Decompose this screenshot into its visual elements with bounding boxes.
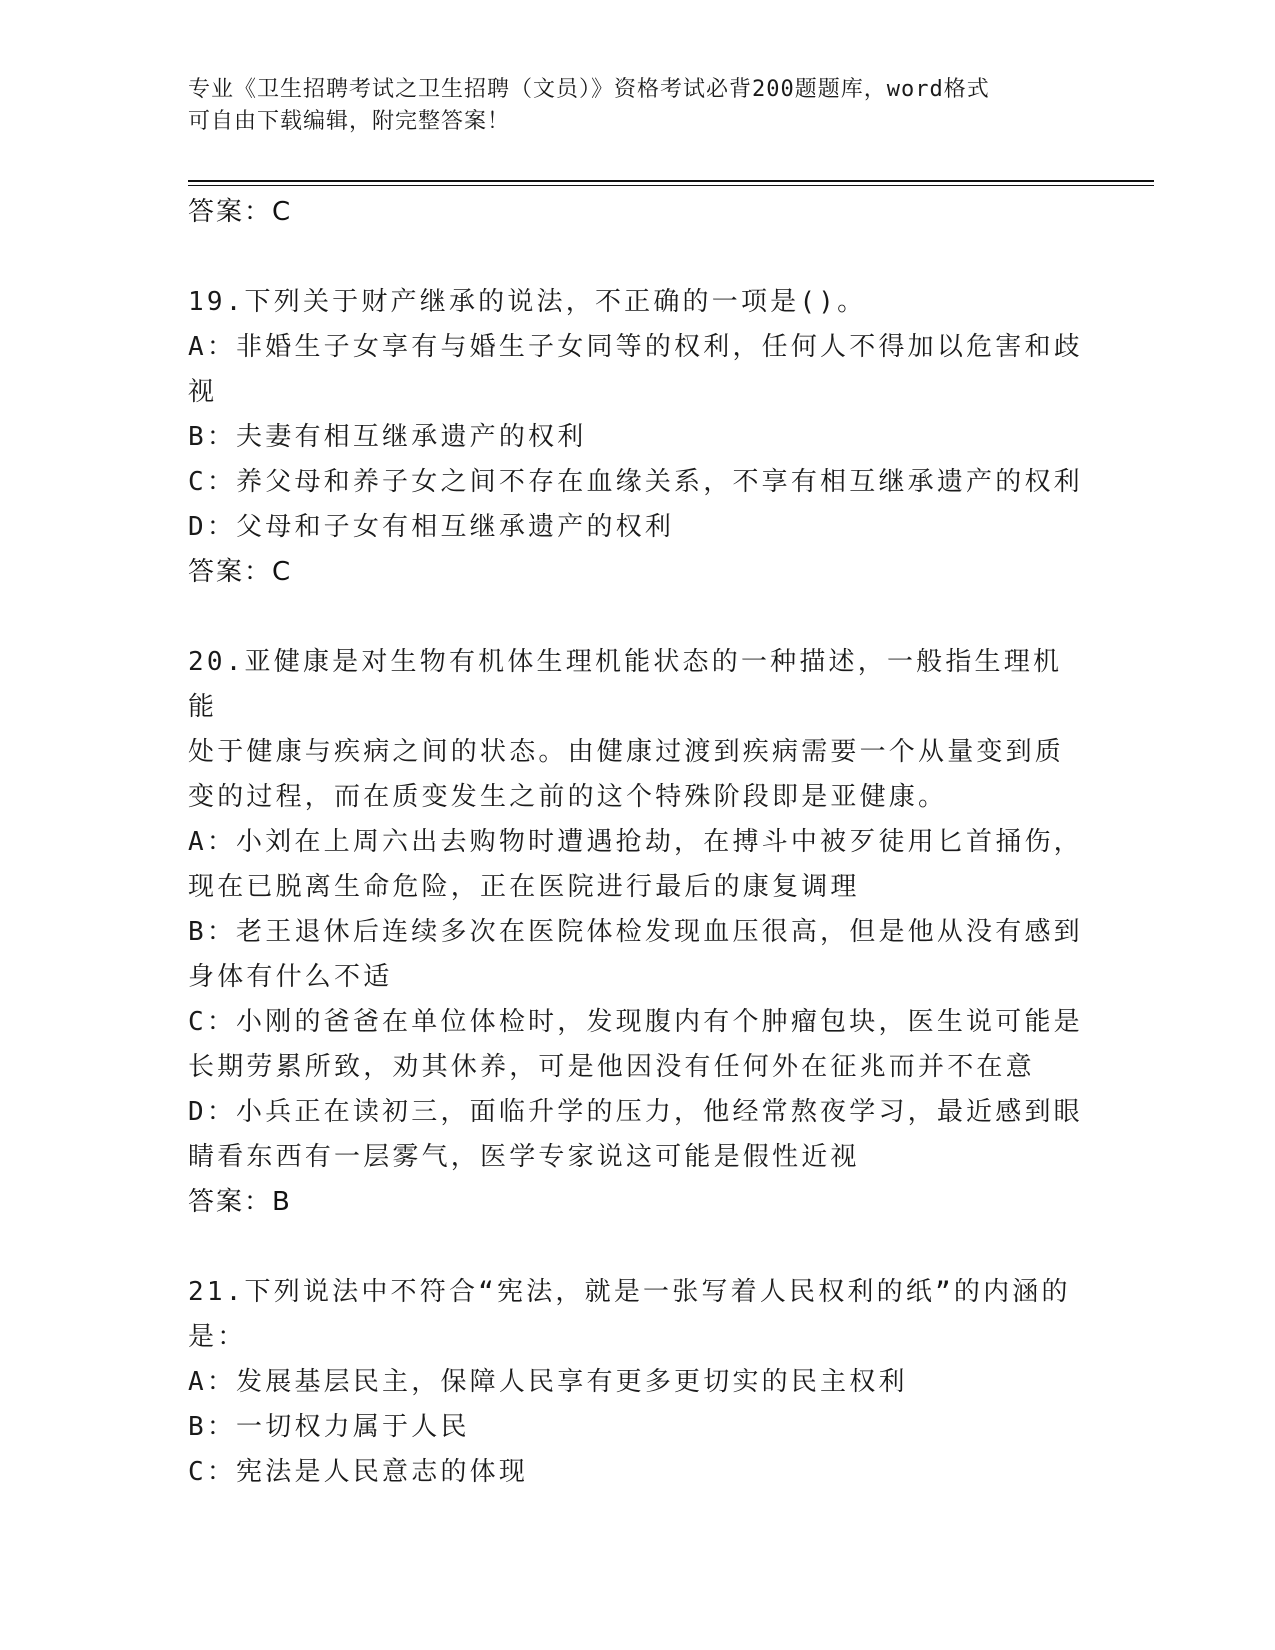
option-c: C：小刚的爸爸在单位体检时，发现腹内有个肿瘤包块，医生说可能是	[188, 1007, 1083, 1037]
question-stem: 19.下列关于财产继承的说法，不正确的一项是()。	[188, 287, 867, 317]
option-a: A：小刘在上周六出去购物时遭遇抢劫，在搏斗中被歹徒用匕首捅伤，	[188, 827, 1083, 857]
spacer	[188, 595, 1088, 640]
header-title-line-1: 专业《卫生招聘考试之卫生招聘（文员）》资格考试必背200题题库，word格式	[188, 77, 990, 102]
option-d-continued: 睛看东西有一层雾气，医学专家说这可能是假性近视	[188, 1142, 860, 1172]
question-19	[188, 280, 1088, 595]
question-stem-continued: 是：	[188, 1322, 247, 1352]
page-header	[188, 74, 1068, 138]
option-b: B：老王退休后连续多次在医院体检发现血压很高，但是他从没有感到	[188, 917, 1083, 947]
answer: 答案：C	[188, 557, 293, 587]
option-d: D：小兵正在读初三，面临升学的压力，他经常熬夜学习，最近感到眼	[188, 1097, 1083, 1127]
option-b: B：夫妻有相互继承遗产的权利	[188, 422, 587, 452]
option-c: C：宪法是人民意志的体现	[188, 1457, 529, 1487]
option-b: B：一切权力属于人民	[188, 1412, 470, 1442]
question-stem: 20.亚健康是对生物有机体生理机能状态的一种描述，一般指生理机能	[188, 647, 1063, 722]
question-20	[188, 640, 1088, 1225]
question-content	[188, 190, 1088, 1495]
option-a: A：非婚生子女享有与婚生子女同等的权利，任何人不得加以危害和歧	[188, 332, 1083, 362]
option-a: A：发展基层民主，保障人民享有更多更切实的民主权利	[188, 1367, 908, 1397]
spacer	[188, 235, 1088, 280]
option-b-continued: 身体有什么不适	[188, 962, 393, 992]
option-a-continued: 视	[188, 377, 218, 407]
question-stem-continued: 处于健康与疾病之间的状态。由健康过渡到疾病需要一个从量变到质	[188, 737, 1065, 767]
spacer	[188, 1225, 1088, 1270]
option-a-continued: 现在已脱离生命危险，正在医院进行最后的康复调理	[188, 872, 860, 902]
answer: 答案：B	[188, 1187, 292, 1217]
question-stem: 21.下列说法中不符合“宪法，就是一张写着人民权利的纸”的内涵的	[188, 1277, 1071, 1307]
header-rule-thick	[188, 180, 1154, 182]
option-c-continued: 长期劳累所致，劝其休养，可是他因没有任何外在征兆而并不在意	[188, 1052, 1035, 1082]
header-title-line-2: 可自由下载编辑，附完整答案！	[188, 109, 511, 134]
header-rule-thin	[188, 185, 1154, 186]
option-d: D：父母和子女有相互继承遗产的权利	[188, 512, 675, 542]
previous-answer: 答案：C	[188, 197, 293, 227]
option-c: C：养父母和养子女之间不存在血缘关系，不享有相互继承遗产的权利	[188, 467, 1083, 497]
question-21	[188, 1270, 1088, 1495]
question-stem-continued: 变的过程，而在质变发生之前的这个特殊阶段即是亚健康。	[188, 782, 948, 812]
